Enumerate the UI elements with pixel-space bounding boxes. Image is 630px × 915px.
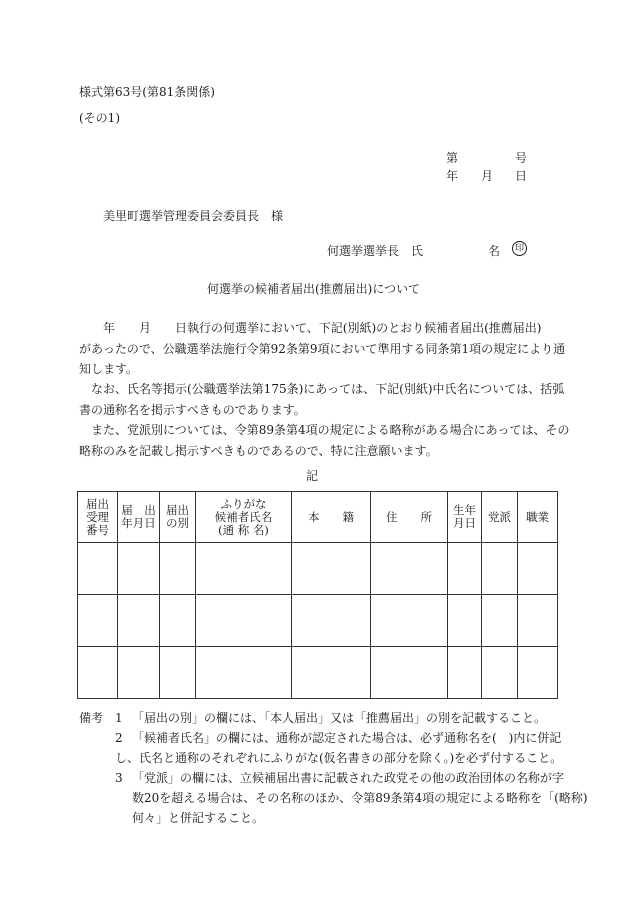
sender-label: 何選挙選挙長 氏 [327, 244, 424, 258]
table-cell[interactable] [78, 647, 118, 699]
paragraph-party [79, 420, 570, 461]
note-number: 3 [115, 771, 123, 785]
table-cell[interactable] [371, 595, 448, 647]
table-cell[interactable] [371, 647, 448, 699]
table-cell[interactable] [196, 543, 292, 595]
note-text: 何々」と併記すること。 [132, 811, 265, 825]
sender-name-label: 名 [488, 244, 501, 258]
table-cell[interactable] [292, 543, 371, 595]
paragraph-line: なお、氏名等掲示(公職選挙法第175条)にあっては、下記(別紙)中氏名については、括弧 [79, 382, 565, 396]
table-cell[interactable] [482, 647, 518, 699]
table-row [78, 595, 558, 647]
table-cell[interactable] [196, 595, 292, 647]
table-cell[interactable] [448, 543, 482, 595]
table-cell[interactable] [482, 543, 518, 595]
table-cell[interactable] [160, 647, 196, 699]
seal-icon: 印 [512, 241, 527, 256]
table-cell[interactable] [78, 543, 118, 595]
paragraph-line: また、党派別については、令第89条第4項の規定による略称がある場合にあっては、その [79, 423, 570, 437]
paragraph-line: 書の通称名を掲示すべきものであります。 [79, 402, 306, 417]
form-number: 様式第63号(第81条関係) [79, 85, 215, 99]
candidate-table [77, 491, 558, 699]
note-text: 「候補者氏名」の欄には、通称が認定された場合は、必ず通称名を( )内に併記 [132, 731, 562, 745]
header-occupation: 職業 [518, 492, 558, 543]
table-cell[interactable] [518, 647, 558, 699]
header-filing-type: 届出 の別 [160, 492, 196, 543]
table-cell[interactable] [196, 647, 292, 699]
header-party: 党派 [482, 492, 518, 543]
table-cell[interactable] [160, 595, 196, 647]
remarks-label: 備考 [79, 711, 104, 725]
header-address: 住 所 [371, 492, 448, 543]
header-honseki: 本 籍 [292, 492, 371, 543]
table-cell[interactable] [448, 595, 482, 647]
table-cell[interactable] [518, 543, 558, 595]
note-text: 数20を超える場合は、その名称のほか、令第89条第4項の規定による略称を「(略称) [132, 791, 588, 805]
form-part-label: (その1) [79, 111, 120, 125]
paragraph-name-display [79, 379, 565, 420]
paragraph-line: 年 月 日執行の何選挙において、下記(別紙)のとおり候補者届出(推薦届出) [79, 321, 542, 335]
note-text: し、氏名と通称のそれぞれにふりがな(仮名書きの部分を除く。)を必ず付すること。 [115, 751, 563, 765]
ki-heading: 記 [306, 469, 319, 483]
date-year-label: 年 [446, 169, 459, 183]
table-cell[interactable] [292, 595, 371, 647]
table-cell[interactable] [118, 543, 160, 595]
document-subject: 何選挙の候補者届出(推薦届出)について [207, 282, 421, 296]
table-cell[interactable] [371, 543, 448, 595]
note-number: 2 [115, 731, 123, 745]
note-number: 1 [115, 711, 123, 725]
ref-number-suffix: 号 [515, 151, 528, 165]
header-candidate-name: ふりがな 候補者氏名 (通 称 名) [196, 492, 292, 543]
addressee: 美里町選挙管理委員会委員長 様 [103, 209, 284, 223]
table-cell[interactable] [292, 647, 371, 699]
table-row [78, 647, 558, 699]
paragraph-notice [79, 318, 566, 380]
paragraph-line: があったので、公職選挙法施行令第92条第9項において準用する同条第1項の規定により通 [79, 341, 566, 356]
note-text: 「届出の別」の欄には、「本人届出」又は「推薦届出」の別を記載すること。 [132, 711, 547, 725]
paragraph-line: 略称のみを記載し掲示すべきものであるので、特に注意願います。 [79, 443, 438, 458]
table-header-row [78, 492, 558, 543]
date-day-label: 日 [515, 169, 528, 183]
table-cell[interactable] [448, 647, 482, 699]
ref-number-prefix: 第 [446, 151, 459, 165]
header-birthdate: 生年 月日 [448, 492, 482, 543]
date-month-label: 月 [481, 169, 494, 183]
table-cell[interactable] [78, 595, 118, 647]
header-receipt-number: 届出 受理 番号 [78, 492, 118, 543]
table-row [78, 543, 558, 595]
note-text: 「党派」の欄には、立候補届出書に記載された政党その他の政治団体の名称が字 [132, 771, 565, 785]
table-cell[interactable] [118, 647, 160, 699]
table-cell[interactable] [518, 595, 558, 647]
table-cell[interactable] [160, 543, 196, 595]
header-filing-date: 届 出 年月日 [118, 492, 160, 543]
table-cell[interactable] [482, 595, 518, 647]
paragraph-line: 知します。 [79, 362, 139, 376]
table-cell[interactable] [118, 595, 160, 647]
